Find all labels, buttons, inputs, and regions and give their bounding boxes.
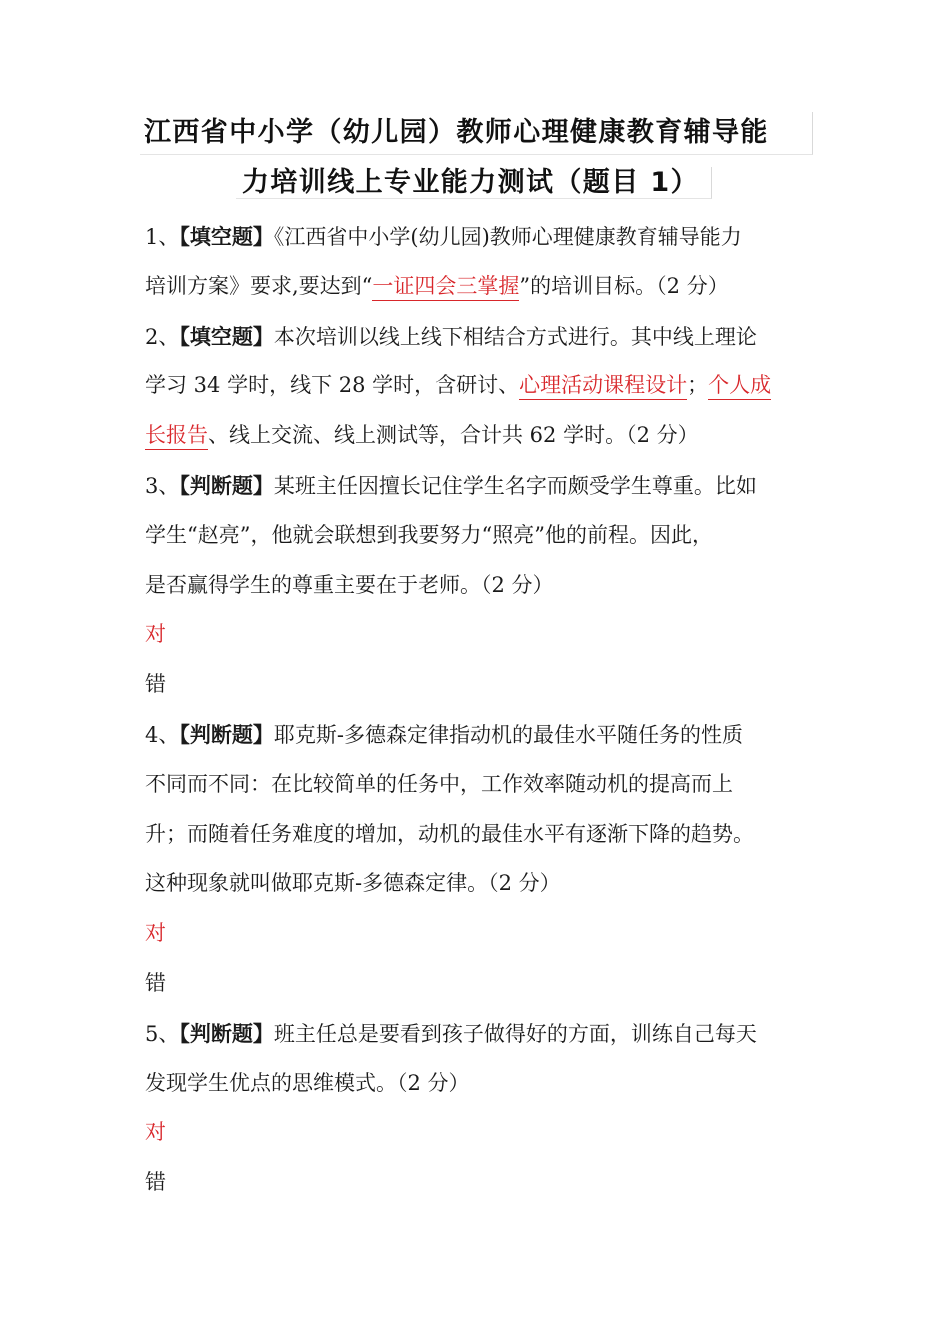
question-4-line-4: 这种现象就叫做耶克斯-多德森定律。（2 分） — [145, 871, 561, 896]
question-5-option-true[interactable]: 对 — [145, 1120, 166, 1145]
document-title-line-2 — [140, 162, 808, 204]
question-5-number: 5、 — [145, 1021, 180, 1046]
question-2-text-1: 本次培训以线上线下相结合方式进行。其中线上理论 — [273, 324, 757, 349]
question-2-number: 2、 — [145, 324, 180, 349]
question-1 — [145, 212, 810, 312]
question-4-option-false[interactable]: 错 — [145, 970, 166, 995]
question-4-type: 【判断题】 — [179, 721, 274, 747]
question-1-text-2a: 培训方案》要求,要达到“ — [145, 273, 373, 298]
question-4-text-1: 耶克斯-多德森定律指动机的最佳水平随任务的性质 — [273, 722, 743, 747]
question-5 — [145, 1009, 810, 1208]
question-1-number: 1、 — [145, 225, 180, 249]
question-4-number: 4、 — [145, 722, 180, 747]
question-3-option-false[interactable]: 错 — [145, 672, 166, 697]
question-5-line-1 — [145, 1009, 810, 1059]
question-3-option-true[interactable]: 对 — [145, 622, 166, 647]
question-2-text-3b: 、线上交流、线上测试等，合计共 62 学时。（2 分） — [208, 423, 699, 448]
question-2-answer-1[interactable]: 心理活动课程设计 — [519, 373, 687, 400]
question-4-line-3: 升；而随着任务难度的增加，动机的最佳水平有逐渐下降的趋势。 — [145, 821, 754, 846]
question-list — [145, 212, 810, 1208]
question-2-line-2 — [145, 361, 810, 411]
question-3-type: 【判断题】 — [179, 472, 274, 498]
question-3-line-2: 学生“赵亮”，他就会联想到我要努力“照亮”他的前程。因此， — [145, 522, 713, 547]
question-1-line-1 — [145, 212, 810, 262]
question-1-line-2 — [145, 262, 810, 312]
question-4-line-2: 不同而不同：在比较简单的任务中，工作效率随动机的提高而上 — [145, 771, 733, 796]
question-2-line-3 — [145, 411, 810, 461]
question-2 — [145, 312, 810, 461]
question-4 — [145, 710, 810, 1009]
question-5-line-2: 发现学生优点的思维模式。（2 分） — [145, 1070, 470, 1095]
question-2-text-2a: 学习 34 学时，线下 28 学时，含研讨、 — [145, 373, 520, 398]
question-2-type: 【填空题】 — [179, 323, 274, 349]
question-5-type: 【判断题】 — [179, 1020, 274, 1046]
question-1-text-2b: ”的培训目标。（2 分） — [519, 273, 729, 298]
question-2-answer-2-part-1[interactable]: 个人成 — [708, 373, 771, 400]
question-3-line-3: 是否赢得学生的尊重主要在于老师。（2 分） — [145, 572, 554, 597]
question-3-number: 3、 — [145, 473, 180, 498]
question-3-line-1 — [145, 461, 810, 511]
question-3 — [145, 461, 810, 710]
question-2-line-1 — [145, 312, 810, 362]
question-2-separator: ； — [687, 373, 709, 398]
document-title-line-2-text: 力培训线上专业能力测试（题目 1） — [236, 167, 712, 199]
question-1-answer-1[interactable]: 一证四会三掌握 — [372, 274, 519, 301]
question-4-line-1 — [145, 710, 810, 760]
question-4-option-true[interactable]: 对 — [145, 921, 166, 946]
question-1-type: 【填空题】 — [179, 224, 274, 249]
question-5-text-1: 班主任总是要看到孩子做得好的方面，训练自己每天 — [273, 1021, 757, 1046]
question-5-option-false[interactable]: 错 — [145, 1170, 166, 1195]
question-2-answer-2-part-2[interactable]: 长报告 — [145, 423, 208, 450]
question-3-text-1: 某班主任因擅长记住学生名字而颇受学生尊重。比如 — [273, 473, 757, 498]
question-1-text-1: 《江西省中小学(幼儿园)教师心理健康教育辅导能力 — [273, 225, 742, 249]
document-title-line-1: 江西省中小学（幼儿园）教师心理健康教育辅导能 — [140, 112, 813, 155]
